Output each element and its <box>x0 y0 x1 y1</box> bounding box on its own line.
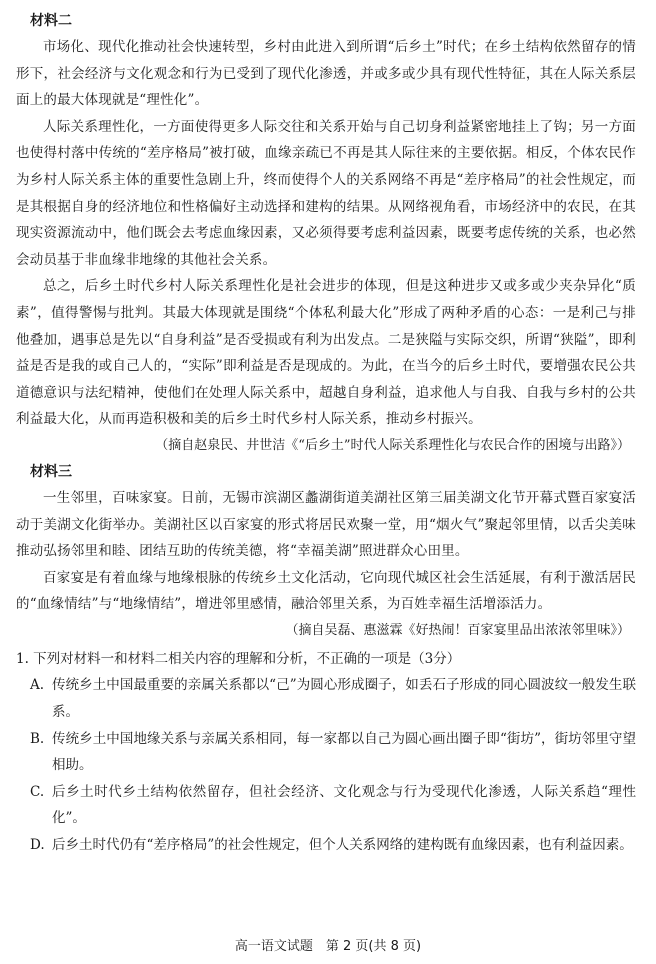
material-two-paragraph-2: 人际关系理性化，一方面使得更多人际交往和关系开始与自己切身利益紧密地挂上了钩；另一方面也使得村落中传统的“差序格局”被打破，血缘亲疏已不再是其人际往来的主要依据。相反，个体农民作为乡村人际关系主体的重要性急剧上升，终而使得个人的关系网络不再是“差序格局”的社会性规定，而是其根据自身的经济地位和性格偏好主动选择和建构的结果。从网络视角看，市场经济中的农民，在其现实资源流动中，他们既会去考虑血缘因素，又必须得要考虑利益因素，既要考虑传统的关系，也必然会动员基于非血缘非地缘的其他社会关系。 <box>16 118 636 268</box>
option-b <box>16 726 636 779</box>
option-d-letter: D. <box>30 837 45 854</box>
option-a <box>16 672 636 725</box>
material-two-heading: 材料二 <box>30 13 72 29</box>
option-d-text: 后乡土时代仍有“差序格局”的社会性规定，但个人关系网络的建构既有血缘因素，也有利益因素。 <box>52 837 633 854</box>
option-a-letter: A. <box>30 677 45 694</box>
question-one <box>16 646 636 859</box>
option-c <box>16 779 636 832</box>
material-two-paragraph-3: 总之，后乡土时代乡村人际关系理性化是社会进步的体现，但是这种进步又或多或少夹杂异化“质素”，值得警惕与批判。其最大体现就是围绕“个体私利最大化”形成了两种矛盾的心态：一是利己与排他叠加，遇事总是先以“自身利益”是否受损或有利为出发点。二是狭隘与实际交织，所谓“狭隘”，即利益是否是我的或自己人的，“实际”即利益是否是现成的。为此，在当今的后乡土时代，要增强农民公共道德意识与法纪精神，使他们在处理人际关系中，超越自身利益，追求他人与自我、自我与乡村的公共利益最大化，从而再造积极和美的后乡土时代乡村人际关系，推动乡村振兴。 <box>16 278 636 428</box>
option-c-text: 后乡土时代乡土结构依然留存，但社会经济、文化观念与行为受现代化渗透，人际关系趋“理性化”。 <box>52 783 636 827</box>
option-b-letter: B. <box>30 730 45 747</box>
material-three-source: （摘自吴磊、惠滋霖《好热闹！百家宴里品出浓浓邻里味》） <box>285 622 630 638</box>
material-three-heading: 材料三 <box>30 463 72 480</box>
material-three-paragraph-1: 一生邻里，百味家宴。日前，无锡市滨湖区蠡湖街道美湖社区第三届美湖文化节开幕式暨百家宴活动于美湖文化街举办。美湖社区以百家宴的形式将居民欢聚一堂，用“烟火气”聚起邻里情，以舌尖美味推动弘扬邻里和睦、团结互助的传统美德，将“幸福美湖”照进群众心田里。 <box>16 489 636 560</box>
question-one-stem: 1. 下列对材料一和材料二相关内容的理解和分析，不正确的一项是（3分） <box>16 650 461 667</box>
question-one-options <box>16 672 636 858</box>
option-d <box>16 832 636 859</box>
material-two-source: （摘自赵泉民、井世洁《“后乡土”时代人际关系理性化与农民合作的困境与出路》） <box>155 437 630 453</box>
page-footer: 高一语文试题 第 2 页(共 8 页) <box>234 939 422 954</box>
option-a-text: 传统乡土中国最重要的亲属关系都以“己”为圆心形成圈子，如丢石子形成的同心圆波纹一般发生联系。 <box>52 677 636 721</box>
material-three-paragraph-2: 百家宴是有着血缘与地缘根脉的传统乡土文化活动，它向现代城区社会生活延展，有利于激活居民的“血缘情结”与“地缘情结”，增进邻里感情，融洽邻里关系，为百姓幸福生活增添活力。 <box>16 569 636 613</box>
material-two-paragraph-1: 市场化、现代化推动社会快速转型，乡村由此进入到所谓“后乡土”时代；在乡土结构依然留存的情形下，社会经济与文化观念和行为已受到了现代化渗透，并或多或少具有现代性特征，其在人际关系层面上的最大体现就是“理性化”。 <box>16 39 636 109</box>
option-b-text: 传统乡土中国地缘关系与亲属关系相同，每一家都以自己为圆心画出圈子即“街坊”，街坊邻里守望相助。 <box>52 730 636 774</box>
option-c-letter: C. <box>30 783 45 800</box>
material-three <box>16 459 636 644</box>
material-two <box>16 8 636 459</box>
